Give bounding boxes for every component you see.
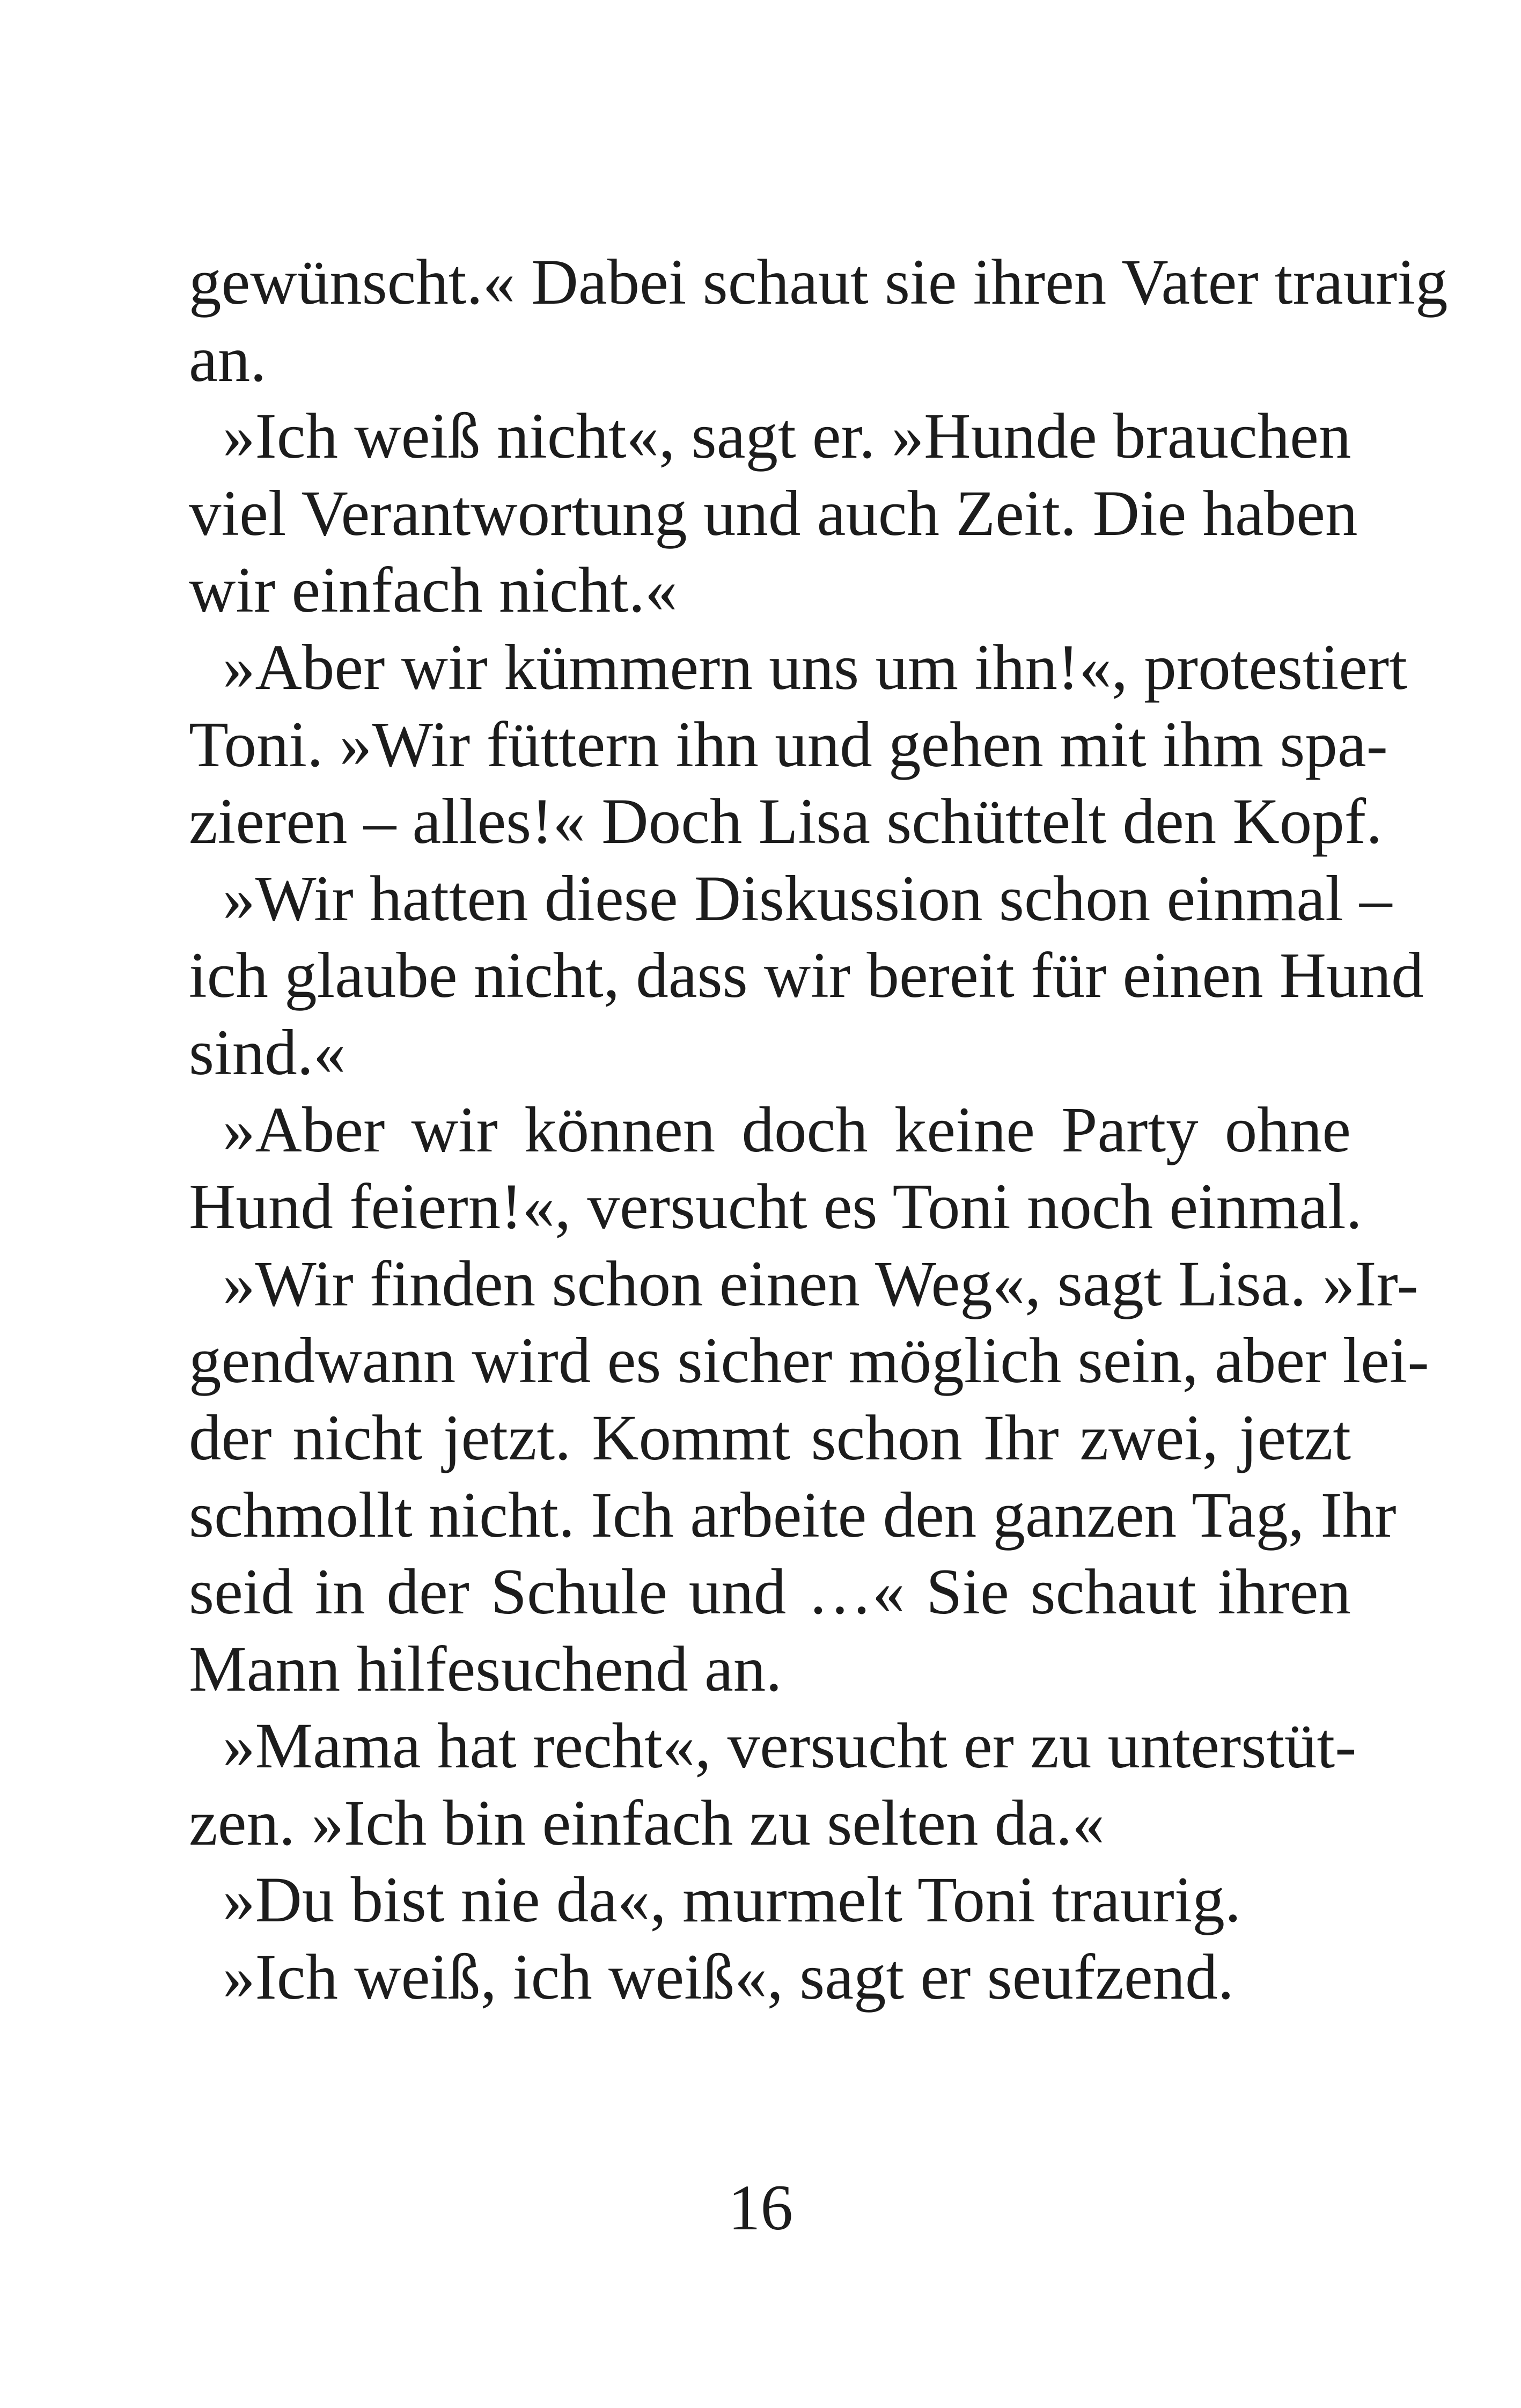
text-line: gewünscht.« Dabei schaut sie ihren Vater traurig [189,246,1448,318]
text-line: »Ich weiß, ich weiß«, sagt er seufzend. [223,1941,1234,2014]
text-line: zieren – alles!« Doch Lisa schüttelt den Kopf. [189,785,1383,858]
text-line: »Aber wir kümmern uns um ihn!«, protestiert [223,631,1407,703]
text-line: viel Verantwortung und auch Zeit. Die haben [189,477,1358,549]
text-line: der nicht jetzt. Kommt schon Ihr zwei, jetzt [189,1401,1351,1474]
body-text [189,244,1448,2016]
text-line: Mann hilfesuchend an. [189,1633,782,1705]
text-line: schmollt nicht. Ich arbeite den ganzen Tag, Ihr [189,1479,1397,1551]
text-line: gendwann wird es sicher möglich sein, aber lei- [189,1325,1429,1397]
text-line: ich glaube nicht, dass wir bereit für einen Hund [189,939,1424,1012]
text-line: Toni. »Wir füttern ihn und gehen mit ihm spa- [189,708,1388,781]
text-line: »Aber wir können doch keine Party ohne [223,1093,1351,1166]
text-line: »Ich weiß nicht«, sagt er. »Hunde brauchen [223,400,1351,473]
text-line: wir einfach nicht.« [189,554,678,627]
text-line: zen. »Ich bin einfach zu selten da.« [189,1787,1105,1859]
text-line: »Du bist nie da«, murmelt Toni traurig. [223,1864,1241,1936]
text-line: »Wir hatten diese Diskussion schon einmal – [223,862,1392,935]
text-line: »Mama hat recht«, versucht er zu unterstüt- [223,1710,1357,1782]
text-line: sind.« [189,1016,346,1089]
text-line: an. [189,323,267,395]
text-line: Hund feiern!«, versucht es Toni noch einmal. [189,1171,1362,1243]
text-line: seid in der Schule und …« Sie schaut ihren [189,1556,1351,1628]
page-number: 16 [728,2172,793,2244]
text-line: »Wir finden schon einen Weg«, sagt Lisa. »Ir- [223,1247,1419,1320]
